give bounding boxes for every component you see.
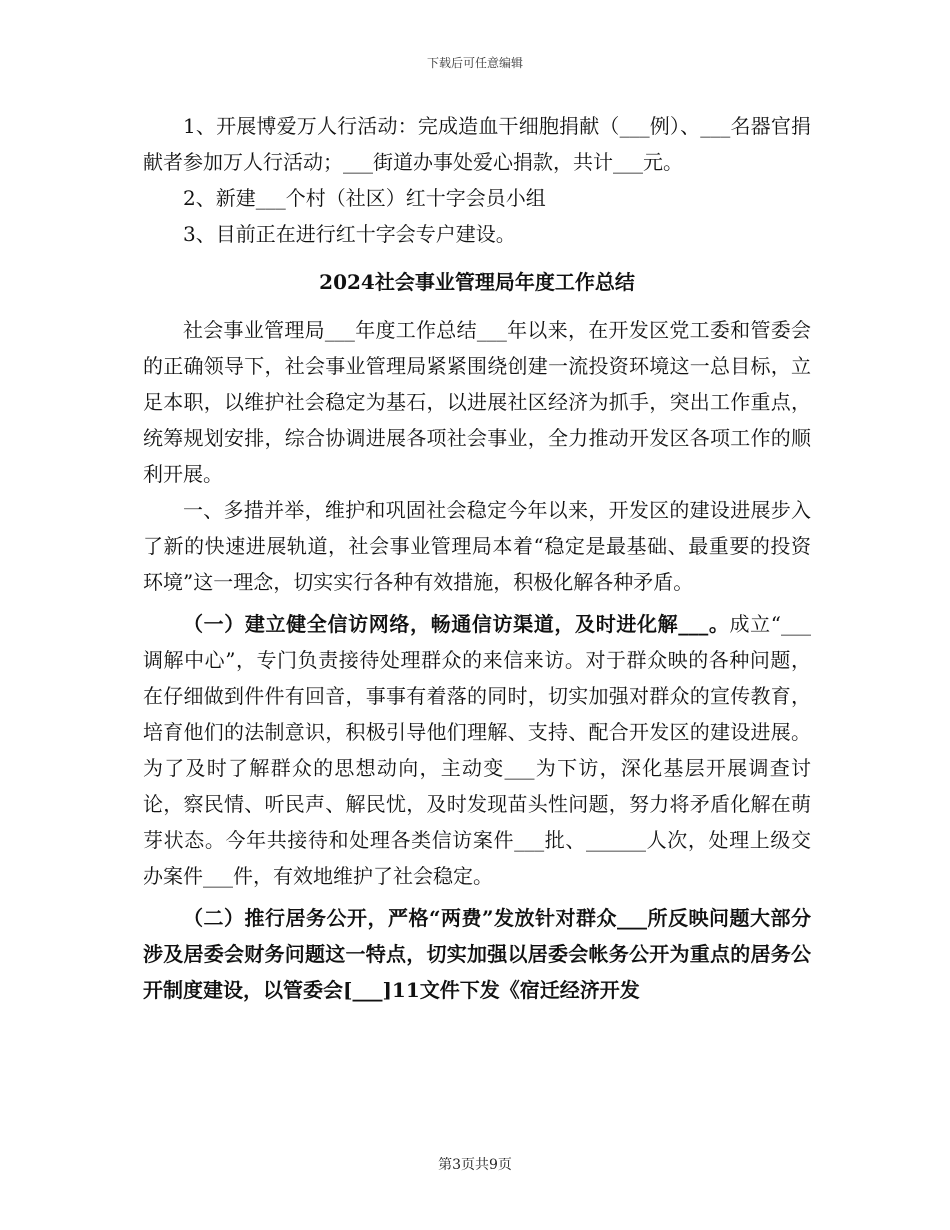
list-item: 3、目前正在进行红十字会专户建设。 xyxy=(183,222,516,246)
page-header-note: 下载后可任意编辑 xyxy=(426,56,523,70)
list-item: 2、新建___个村（社区）红十字会员小组 xyxy=(183,186,546,210)
paragraph-subsection-2: （二）推行居务公开，严格“两费”发放针对群众___所反映问题大部分涉及居委会财务问题这一特点，切实加强以居委会帐务公开为重点的居务公开制度建设，以管委会[___]11文件下发《宿迁经济开发 xyxy=(143,906,811,1002)
paragraph-subsection-1 xyxy=(143,606,811,894)
document-body xyxy=(143,108,811,1008)
page-number: 第3页共9页 xyxy=(438,1157,512,1173)
document-title: 2024社会事业管理局年度工作总结 xyxy=(319,270,635,294)
subsection-1-heading: （一）建立健全信访网络，畅通信访渠道，及时进化解___。 xyxy=(183,612,730,636)
subsection-1-text: 成立“___调解中心”，专门负责接待处理群众的来信来访。对于群众映的各种问题，在仔细做到件件有回音，事事有着落的同时，切实加强对群众的宣传教育，培育他们的法制意识，积极引导他们理解、支持、配合开发区的建设进展。为了及时了解群众的思想动向，主动变___为下访，深化基层开展调查讨论，察民情、听民声、解民忧，及时发现苗头性问题，努力将矛盾化解在萌芽状态。今年共接待和处理各类信访案件___批、______人次，处理上级交办案件___件，有效地维护了社会稳定。 xyxy=(143,612,811,888)
list-item: 1、开展博爱万人行活动：完成造血干细胞捐献（___例）、___名器官捐献者参加万人行活动；___街道办事处爱心捐款，共计___元。 xyxy=(143,114,811,174)
paragraph-intro: 社会事业管理局___年度工作总结___年以来，在开发区党工委和管委会的正确领导下，社会事业管理局紧紧围绕创建一流投资环境这一总目标，立足本职，以维护社会稳定为基石，以进展社区经济为抓手，突出工作重点，统筹规划安排，综合协调进展各项社会事业，全力推动开发区各项工作的顺利开展。 xyxy=(143,318,811,486)
paragraph-section-1: 一、多措并举，维护和巩固社会稳定今年以来，开发区的建设进展步入了新的快速进展轨道，社会事业管理局本着“稳定是最基础、最重要的投资环境”这一理念，切实实行各种有效措施，积极化解各种矛盾。 xyxy=(143,498,811,594)
